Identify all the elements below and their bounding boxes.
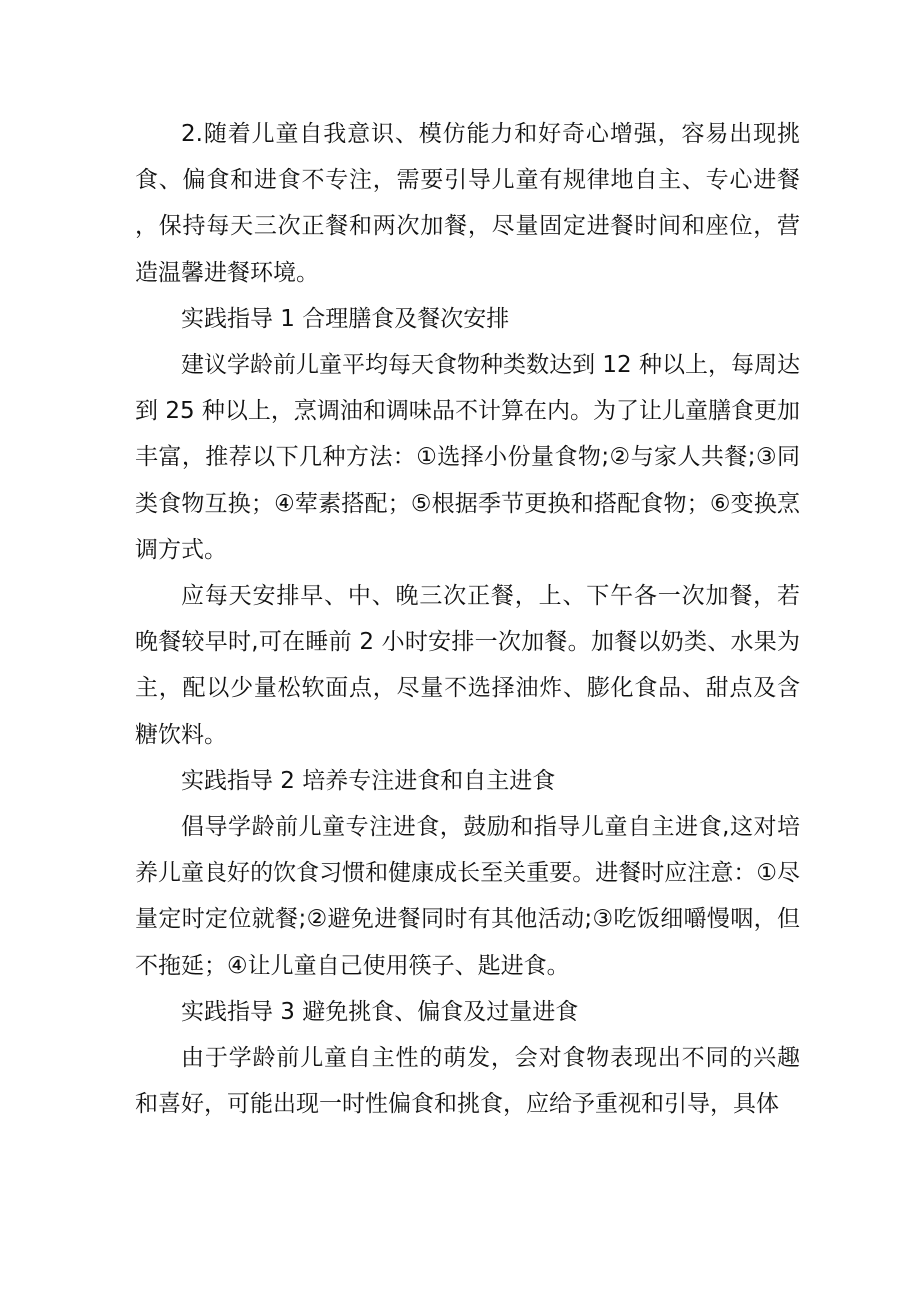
section-heading: 实践指导 1 合理膳食及餐次安排 [181, 305, 510, 332]
section-heading: 实践指导 2 培养专注进食和自主进食 [181, 767, 556, 794]
body-paragraph: 2.随着儿童自我意识、模仿能力和好奇心增强，容易出现挑食、偏食和进食不专注，需要引导儿童有规律地自主、专心进餐，保持每天三次正餐和两次加餐，尽量固定进餐时间和座位，营造温馨进餐环境。 [135, 121, 800, 286]
body-paragraph: 建议学龄前儿童平均每天食物种类数达到 12 种以上，每周达到 25 种以上，烹调油和调味品不计算在内。为了让儿童膳食更加丰富，推荐以下几种方法：①选择小份量食物;②与家人共餐;③同类食物互换；④荤素搭配；⑤根据季节更换和搭配食物；⑥变换烹调方式。 [135, 352, 800, 563]
body-paragraph: 应每天安排早、中、晚三次正餐，上、下午各一次加餐，若晚餐较早时,可在睡前 2 小时安排一次加餐。加餐以奶类、水果为主，配以少量松软面点，尽量不选择油炸、膨化食品、甜点及含糖饮料。 [135, 583, 800, 748]
document-body [135, 111, 800, 1127]
section-heading: 实践指导 3 避免挑食、偏食及过量进食 [181, 998, 579, 1025]
body-paragraph: 倡导学龄前儿童专注进食，鼓励和指导儿童自主进食,这对培养儿童良好的饮食习惯和健康成长至关重要。进餐时应注意：①尽量定时定位就餐;②避免进餐同时有其他活动;③吃饭细嚼慢咽，但不拖延；④让儿童自己使用筷子、匙进食。 [135, 814, 800, 979]
body-paragraph: 由于学龄前儿童自主性的萌发，会对食物表现出不同的兴趣和喜好，可能出现一时性偏食和挑食，应给予重视和引导，具体 [135, 1045, 800, 1118]
